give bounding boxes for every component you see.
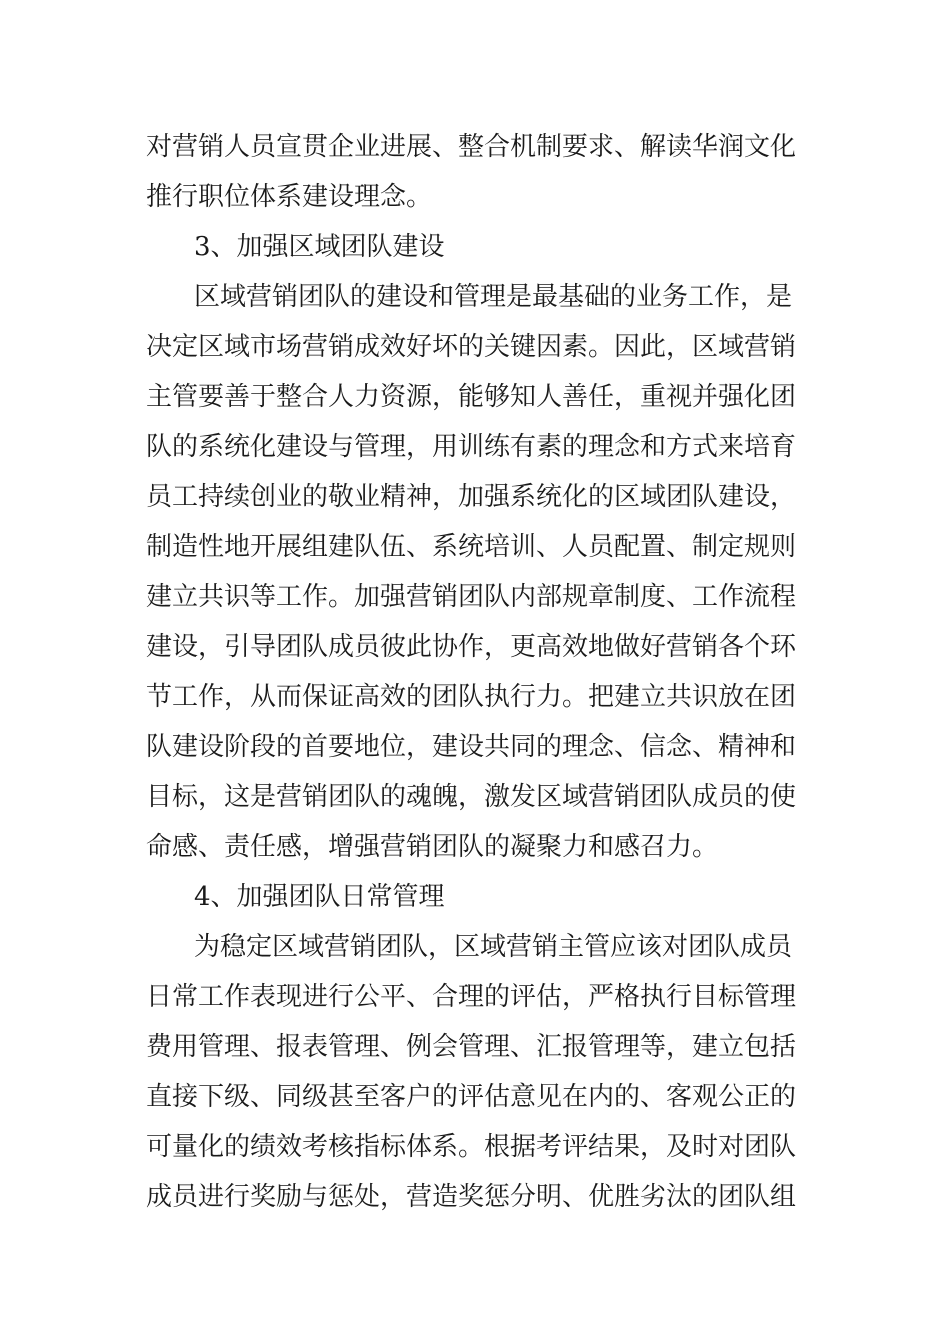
text-line-11: 建设，引导团队成员彼此协作，更高效地做好营销各个环 [146, 632, 797, 662]
text-line-21: 可量化的绩效考核指标体系。根据考评结果，及时对团队 [146, 1132, 797, 1162]
text-line-4: 区域营销团队的建设和管理是最基础的业务工作，是 [194, 282, 793, 312]
text-line-10: 建立共识等工作。加强营销团队内部规章制度、工作流程 [146, 582, 797, 612]
text-line-22: 成员进行奖励与惩处，营造奖惩分明、优胜劣汰的团队组 [146, 1182, 797, 1212]
text-line-9: 制造性地开展组建队伍、系统培训、人员配置、制定规则 [146, 532, 797, 562]
text-line-1: 对营销人员宣贯企业进展、整合机制要求、解读华润文化 [146, 132, 797, 162]
text-line-15: 命感、责任感，增强营销团队的凝聚力和感召力。 [146, 832, 719, 862]
section-heading-4: 4、加强团队日常管理 [194, 882, 445, 912]
text-line-12: 节工作，从而保证高效的团队执行力。把建立共识放在团 [146, 682, 797, 712]
text-line-6: 主管要善于整合人力资源，能够知人善任，重视并强化团 [146, 382, 797, 412]
text-line-19: 费用管理、报表管理、例会管理、汇报管理等，建立包括 [146, 1032, 797, 1062]
text-line-18: 日常工作表现进行公平、合理的评估，严格执行目标管理 [146, 982, 797, 1012]
text-line-7: 队的系统化建设与管理，用训练有素的理念和方式来培育 [146, 432, 797, 462]
text-line-14: 目标，这是营销团队的魂魄，激发区域营销团队成员的使 [146, 782, 797, 812]
text-line-8: 员工持续创业的敬业精神，加强系统化的区域团队建设， [146, 482, 797, 512]
text-line-13: 队建设阶段的首要地位，建设共同的理念、信念、精神和 [146, 732, 797, 762]
text-line-2: 推行职位体系建设理念。 [146, 182, 433, 212]
text-line-5: 决定区域市场营销成效好坏的关键因素。因此，区域营销 [146, 332, 797, 362]
section-heading-3: 3、加强区域团队建设 [194, 232, 445, 262]
text-line-20: 直接下级、同级甚至客户的评估意见在内的、客观公正的 [146, 1082, 797, 1112]
text-line-17: 为稳定区域营销团队，区域营销主管应该对团队成员 [194, 932, 793, 962]
